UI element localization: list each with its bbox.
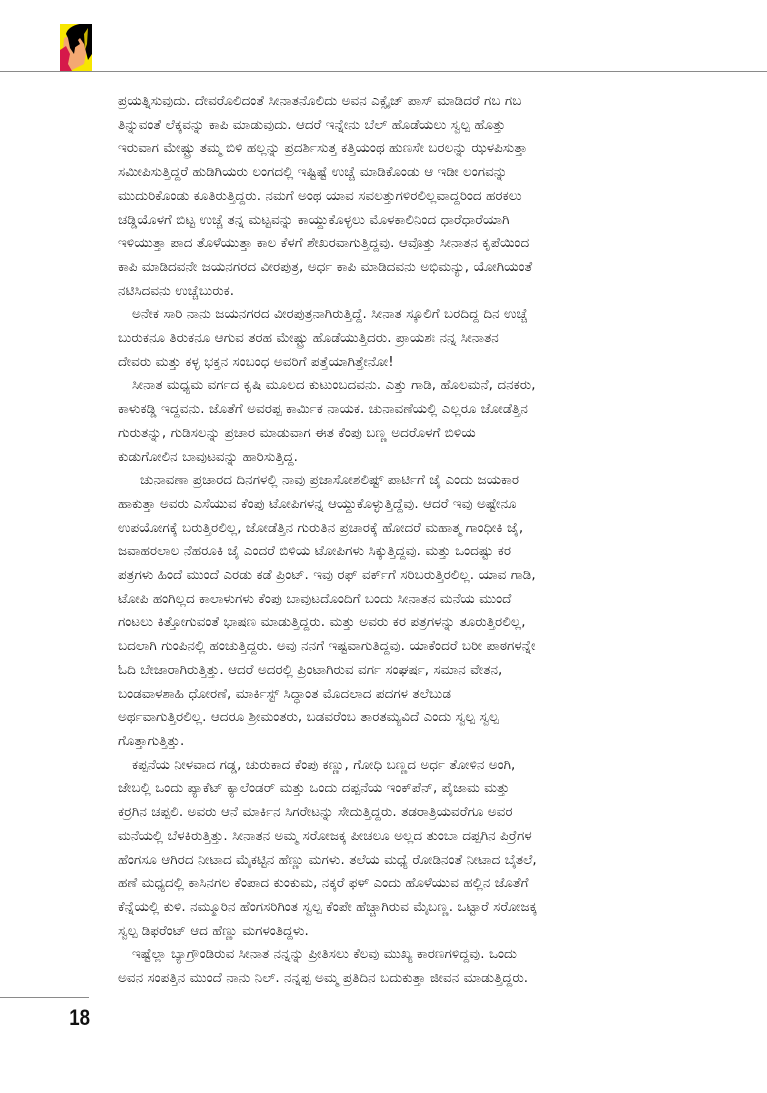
text-line: ಜವಾಹರಲಾಲ ನೆಹರೂಕಿ ಜೈ ಎಂದರೆ ಬಿಳಿಯ ಟೋಪಿಗಳು ಸಿಕ್ಕುತ್ತಿದ್ದವು. ಮತ್ತು ಒಂದಷ್ಟು ಕರ bbox=[118, 544, 511, 560]
text-line: ಉಪಯೋಗಕ್ಕೆ ಬರುತ್ತಿರಲಿಲ್ಲ, ಜೋಡೆತ್ತಿನ ಗುರುತಿನ ಪ್ರಚಾರಕ್ಕೆ ಹೋದರೆ ಮಹಾತ್ಮ ಗಾಂಧೀಕಿ ಜೈ, bbox=[118, 520, 524, 536]
footer-divider bbox=[0, 997, 89, 998]
paragraph-start: ಚುನಾವಣಾ ಪ್ರಚಾರದ ದಿನಗಳಲ್ಲಿ ನಾವು ಪ್ರಜಾಸೋಶಲಿಷ್ಟ್ ಪಾರ್ಟಿಗೆ ಜೈ ಎಂದು ಜಯಕಾರ bbox=[140, 473, 520, 489]
text-line: ಹೆಂಗಸೂ ಆಗಿರದ ನೀಟಾದ ಮೈಕಟ್ಟಿನ ಹೆಣ್ಣು ಮಗಳು. ತಲೆಯ ಮಧ್ಯೆ ರೋಡಿನಂತೆ ನೀಟಾದ ಬೈತಲೆ, bbox=[118, 852, 537, 868]
face-illustration-icon bbox=[60, 24, 92, 71]
text-line: ನಟಿಸಿದವನು ಉಚ್ಚೆಬುರುಕ. bbox=[118, 283, 235, 299]
text-line: ಟೋಪಿ ಹಂಗಿಲ್ಲದ ಕಾಲಾಳುಗಳು ಕೆಂಪು ಬಾವುಟದೊಂದಿಗೆ ಬಂದು ಸೀನಾತನ ಮನೆಯ ಮುಂದೆ bbox=[118, 591, 512, 607]
text-line: ಪತ್ರಗಳು ಹಿಂದೆ ಮುಂದೆ ಎರಡು ಕಡೆ ಪ್ರಿಂಟ್. ಇವು ರಫ್ ವರ್ಕ್‌ಗೆ ಸರಿಬರುತ್ತಿರಲಿಲ್ಲ. ಯಾವ ಗಾಡಿ, bbox=[118, 568, 536, 584]
text-line: ಅವನ ಸಂಪತ್ತಿನ ಮುಂದೆ ನಾನು ನಿಲ್. ನನ್ನಪ್ಪ ಅಮ್ಮ ಪ್ರತಿದಿನ ಬದುಕುತ್ತಾ ಜೀವನ ಮಾಡುತ್ತಿದ್ದರು. bbox=[118, 971, 529, 987]
text-line: ಬದಲಾಗಿ ಗುಂಪಿನಲ್ಲಿ ಹಂಚುತ್ತಿದ್ದರು. ಅವು ನನಗೆ ಇಷ್ಟವಾಗುತಿದ್ದವು. ಯಾಕೆಂದರೆ ಬರೀ ಪಾಠಗಳನ್ನೇ bbox=[118, 639, 536, 655]
text-line: ಇಳಿಯುತ್ತಾ ಪಾದ ತೊಳೆಯುತ್ತಾ ಕಾಲ ಕೆಳಗೆ ಶೇಖರವಾಗುತ್ತಿದ್ದವು. ಆವೊತ್ತು ಸೀನಾತನ ಕೃಪೆಯಿಂದ bbox=[118, 236, 530, 252]
text-line: ಬಂಡವಾಳಶಾಹಿ ಧೋರಣೆ, ಮಾರ್ಕಿಸ್ಟ್ ಸಿದ್ಧಾಂತ ಮೊದಲಾದ ಪದಗಳ ತಲೆಬುಡ bbox=[118, 686, 451, 702]
text-line: ಪ್ರಯತ್ನಿಸುವುದು. ದೇವರೊಲಿದಂತೆ ಸೀನಾತನೊಲಿದು ಅವನ ಎಕ್ಸೈಜ್ ಪಾಸ್ ಮಾಡಿದರೆ ಗಬ ಗಬ bbox=[118, 94, 522, 109]
paragraph-start: ಇಷ್ಟೆಲ್ಲಾ ಬ್ಯಾಗ್ರೌಂಡಿರುವ ಸೀನಾತ ನನ್ನನ್ನು ಪ್ರೀತಿಸಲು ಕೆಲವು ಮುಖ್ಯ ಕಾರಣಗಳಿದ್ದವು. ಒಂದು bbox=[132, 947, 517, 963]
text-line: ಓದಿ ಬೇಜಾರಾಗಿರುತ್ತಿತ್ತು. ಆದರೆ ಅದರಲ್ಲಿ ಪ್ರಿಂಟಾಗಿರುವ ವರ್ಗ ಸಂಘರ್ಷ, ಸಮಾನ ವೇತನ, bbox=[118, 662, 503, 678]
paragraph-start: ಅನೇಕ ಸಾರಿ ನಾನು ಜಯನಗರದ ವೀರಪುತ್ರನಾಗಿರುತ್ತಿದ್ದೆ. ಸೀನಾತ ಸ್ಕೂಲಿಗೆ ಬರದಿದ್ದ ದಿನ ಉಚ್ಚೆ bbox=[132, 307, 528, 323]
text-line: ಅರ್ಥವಾಗುತ್ತಿರಲಿಲ್ಲ. ಆದರೂ ಶ್ರೀಮಂತರು, ಬಡವರೆಂಬ ತಾರತಮ್ಯವಿದೆ ಎಂದು ಸ್ವಲ್ಪ ಸ್ವಲ್ಪ bbox=[118, 710, 499, 726]
text-line: ಮನೆಯಲ್ಲಿ ಬೆಳಕಿರುತ್ತಿತ್ತು. ಸೀನಾತನ ಅಮ್ಮ ಸರೋಜಕ್ಕ ಪೀಚಲೂ ಅಲ್ಲದ ತುಂಬಾ ದಪ್ಪಗಿನ ಪಿರ್‍ರೆಗಳ bbox=[118, 828, 532, 844]
text-line: ಕಾಪಿ ಮಾಡಿದವನೇ ಜಯನಗರದ ವೀರಪುತ್ರ, ಅರ್ಧ ಕಾಪಿ ಮಾಡಿದವನು ಅಭಿಮನ್ಯು, ಯೋಗಿಯಂತೆ bbox=[118, 259, 533, 275]
text-line: ಸ್ವಲ್ಪ ಡಿಫರೆಂಟ್ ಆದ ಹೆಣ್ಣು ಮಗಳಂತಿದ್ದಳು. bbox=[118, 923, 309, 939]
header-divider bbox=[0, 71, 767, 72]
text-line: ಮುದುರಿಕೊಂಡು ಕೂತಿರುತ್ತಿದ್ದರು. ನಮಗೆ ಅಂಥ ಯಾವ ಸವಲತ್ತುಗಳಿರಲಿಲ್ಲವಾದ್ದರಿಂದ ಹರಕಲು bbox=[118, 188, 522, 204]
magazine-logo bbox=[60, 24, 92, 71]
text-line: ಹಣೆ ಮಧ್ಯದಲ್ಲಿ ಕಾಸಿನಗಲ ಕೆಂಪಾದ ಕುಂಕುಮ, ನಕ್ಕರೆ ಫಳ್ ಎಂದು ಹೊಳೆಯುವ ಹಲ್ಲಿನ ಜೊತೆಗೆ bbox=[118, 876, 529, 892]
text-line: ಹಾಕುತ್ತಾ ಅವರು ಎಸೆಯುವ ಕೆಂಪು ಟೋಪಿಗಳನ್ನ ಆಯ್ದುಕೊಳ್ಳುತ್ತಿದ್ದೆವು. ಆದರೆ ಇವು ಅಷ್ಟೇನೂ bbox=[118, 496, 517, 512]
text-line: ಕುಡುಗೋಲಿನ ಬಾವುಟವನ್ನು ಹಾರಿಸುತ್ತಿದ್ದ. bbox=[118, 449, 298, 465]
paragraph-start: ಕಪ್ಪನೆಯ ನೀಳವಾದ ಗಡ್ಡ, ಚುರುಕಾದ ಕೆಂಪು ಕಣ್ಣು, ಗೋಧಿ ಬಣ್ಣದ ಅರ್ಧ ತೋಳಿನ ಅಂಗಿ, bbox=[132, 757, 516, 773]
article-body bbox=[118, 90, 748, 991]
text-line: ಸಮೀಪಿಸುತ್ತಿದ್ದರೆ ಹುಡಿಗಿಯರು ಲಂಗದಲ್ಲಿ ಇಷ್ಟಿಷ್ಟೆ ಉಚ್ಚೆ ಮಾಡಿಕೊಂಡು ಆ ಇಡೀ ಲಂಗವನ್ನು bbox=[118, 165, 508, 181]
text-line: ಕೆನ್ನೆಯಲ್ಲಿ ಕುಳಿ. ನಮ್ಮೂರಿನ ಹೆಂಗಸರಿಗಿಂತ ಸ್ವಲ್ಪ ಕೆಂಪೇ ಹೆಚ್ಚಾಗಿರುವ ಮೈಬಣ್ಣ. ಒಟ್ಟಾರೆ ಸರೋಜಕ್ಕ bbox=[118, 899, 537, 915]
text-line: ಗುರುತನ್ನು, ಗುಡಿಸಲನ್ನು ಪ್ರಚಾರ ಮಾಡುವಾಗ ಈತ ಕೆಂಪು ಬಣ್ಣ ಅದರೊಳಗೆ ಬಿಳಿಯ bbox=[118, 425, 476, 441]
text-line: ದೇವರು ಮತ್ತು ಕಳ್ಳ ಭಕ್ತನ ಸಂಬಂಧ ಅವರಿಗೆ ಪತ್ತೆಯಾಗಿತ್ತೇನೋ! bbox=[118, 354, 394, 370]
text-line: ಜೇಬಲ್ಲಿ ಒಂದು ಪ್ಯಾಕೆಟ್ ಕ್ಯಾಲೆಂಡರ್ ಮತ್ತು ಒಂದು ದಪ್ಪನೆಯ ಇಂಕ್‌ಪೆನ್, ಪೈಜಾಮ ಮತ್ತು bbox=[118, 781, 510, 797]
text-line: ತಿನ್ನುವಂತೆ ಲೆಕ್ಕವನ್ನು ಕಾಪಿ ಮಾಡುವುದು. ಆದರೆ ಇನ್ನೇನು ಬೆಲ್ ಹೊಡೆಯಲು ಸ್ವಲ್ಪ ಹೊತ್ತು bbox=[118, 117, 506, 133]
text-line: ಕರ್‍ರಗಿನ ಚಪ್ಪಲಿ. ಅವರು ಆನೆ ಮಾರ್ಕಿನ ಸಿಗರೇಟನ್ನು ಸೇದುತ್ತಿದ್ದರು. ತಡರಾತ್ರಿಯವರೆಗೂ ಅವರ bbox=[118, 805, 513, 821]
paragraph-start: ಸೀನಾತ ಮಧ್ಯಮ ವರ್ಗದ ಕೃಷಿ ಮೂಲದ ಕುಟುಂಬದವನು. ಎತ್ತು ಗಾಡಿ, ಹೊಲಮನೆ, ದನಕರು, bbox=[132, 378, 536, 394]
page-number: 18 bbox=[69, 1005, 90, 1030]
text-line: ಬುರುಕನೂ ತಿರುಕನೂ ಆಗುವ ತರಹ ಮೇಷ್ಟ್ರು ಹೊಡೆಯುತ್ತಿದರು. ಪ್ರಾಯಶಃ ನನ್ನ ಸೀನಾತನ bbox=[118, 331, 499, 347]
text-line: ಗೊತ್ತಾಗುತ್ತಿತ್ತು. bbox=[118, 733, 185, 749]
text-line: ಗಂಟಲು ಕಿತ್ತೋಗುವಂತೆ ಭಾಷಣ ಮಾಡುತ್ತಿದ್ದರು. ಮತ್ತು ಅವರು ಕರ ಪತ್ರಗಳನ್ನು ತೂರುತ್ತಿರಲಿಲ್ಲ, bbox=[118, 615, 526, 631]
text-line: ಇರುವಾಗ ಮೇಷ್ಟ್ರು ತಮ್ಮ ಬಿಳಿ ಹಲ್ಲನ್ನು ಪ್ರದರ್ಶಿಸುತ್ತ ಕತ್ತಿಯಂಥ ಹುಣಸೇ ಬರಲನ್ನು ಝಳಪಿಸುತ್ತಾ bbox=[118, 141, 528, 157]
text-line: ಚಡ್ಡಿಯೊಳಗೆ ಬಿಟ್ಟ ಉಚ್ಚೆ ತನ್ನ ಮಟ್ಟವನ್ನು ಕಾಯ್ದುಕೊಳ್ಳಲು ಮೊಳಕಾಲಿನಿಂದ ಧಾರೆಧಾರೆಯಾಗಿ bbox=[118, 212, 510, 228]
text-line: ಕಾಳುಕಡ್ಡಿ ಇದ್ದವನು. ಜೊತೆಗೆ ಅವರಪ್ಪ ಕಾರ್ಮಿಕ ನಾಯಕ. ಚುನಾವಣೆಯಲ್ಲಿ ಎಲ್ಲರೂ ಜೋಡೆತ್ತಿನ bbox=[118, 402, 528, 418]
